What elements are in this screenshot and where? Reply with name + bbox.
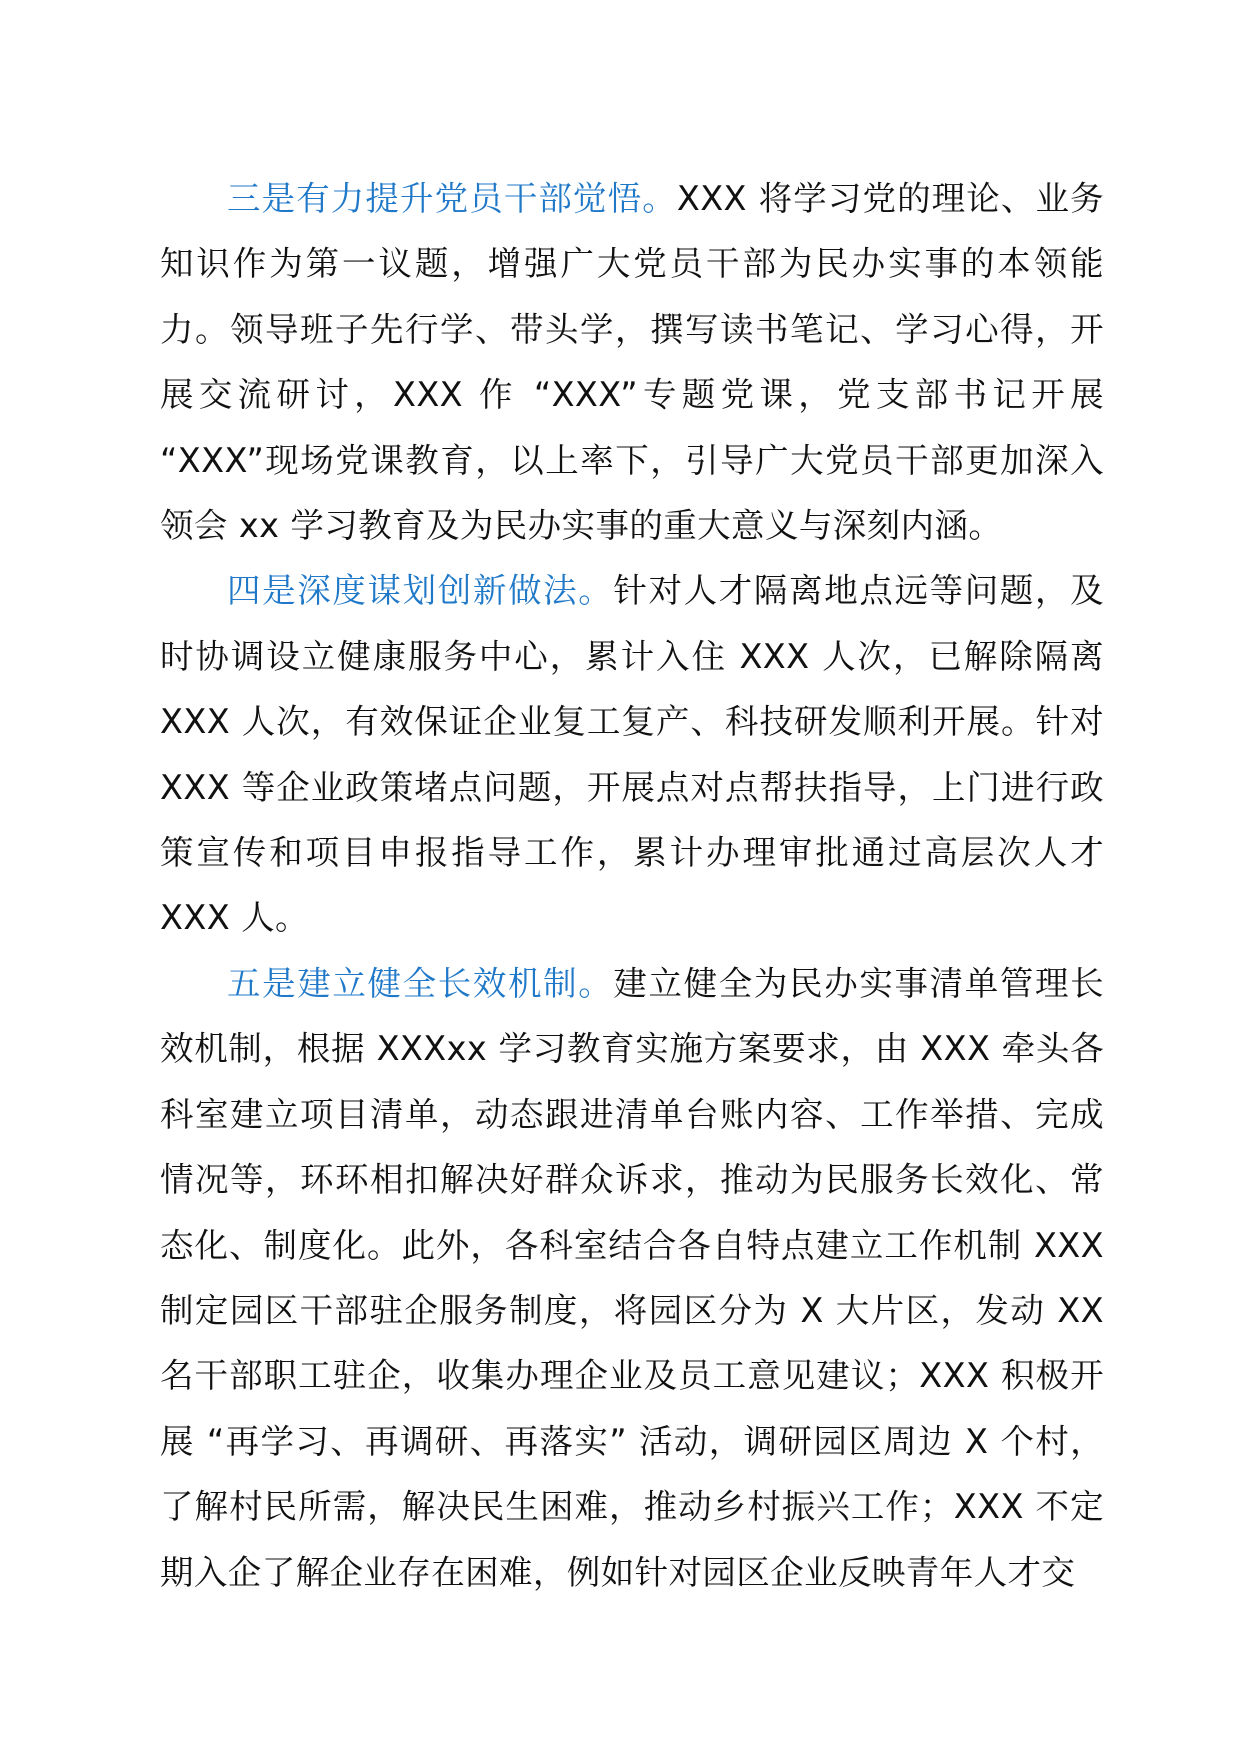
paragraph-heading: 三是有力提升党员干部觉悟。 (227, 179, 677, 218)
paragraph-text: 建立健全为民办实事清单管理长效机制，根据 XXXxx 学习教育实施方案要求，由 XXX 牵头各科室建立项目清单，动态跟进清单台账内容、工作举措、完成情况等，环环相扣解决好群众诉求，推动为民服务长效化、常态化、制度化。此外，各科室结合各自特点建立工作机制 XXX 制定园区干部驻企服务制度，将园区分为 X 大片区，发动 XX 名干部职工驻企，收集办理企业及员工意见建议；XXX 积极开展 “再学习、再调研、再落实” 活动，调研园区周边 X 个村，了解村民所需，解决民生困难，推动乡村振兴工作；XXX 不定期入企了解企业存在困难，例如针对园区企业反映青年人才交 (160, 963, 1104, 1592)
paragraph-3 (160, 166, 1104, 558)
paragraph-text: 针对人才隔离地点远等问题，及时协调设立健康服务中心，累计入住 XXX 人次，已解除隔离 XXX 人次，有效保证企业复工复产、科技研发顺利开展。针对 XXX 等企业政策堵点问题，开展点对点帮扶指导，上门进行政策宣传和项目申报指导工作，累计办理审批通过高层次人才 XXX 人。 (160, 571, 1104, 938)
paragraph-5 (160, 951, 1104, 1605)
document-body (160, 166, 1104, 1605)
paragraph-4 (160, 558, 1104, 950)
paragraph-text: XXX 将学习党的理论、业务知识作为第一议题，增强广大党员干部为民办实事的本领能力。领导班子先行学、带头学，撰写读书笔记、学习心得，开展交流研讨，XXX 作 “XXX”专题党课，党支部书记开展 “XXX”现场党课教育，以上率下，引导广大党员干部更加深入领会 xx 学习教育及为民办实事的重大意义与深刻内涵。 (160, 179, 1104, 546)
paragraph-heading: 五是建立健全长效机制。 (227, 963, 614, 1003)
paragraph-heading: 四是深度谋划创新做法。 (227, 571, 614, 611)
